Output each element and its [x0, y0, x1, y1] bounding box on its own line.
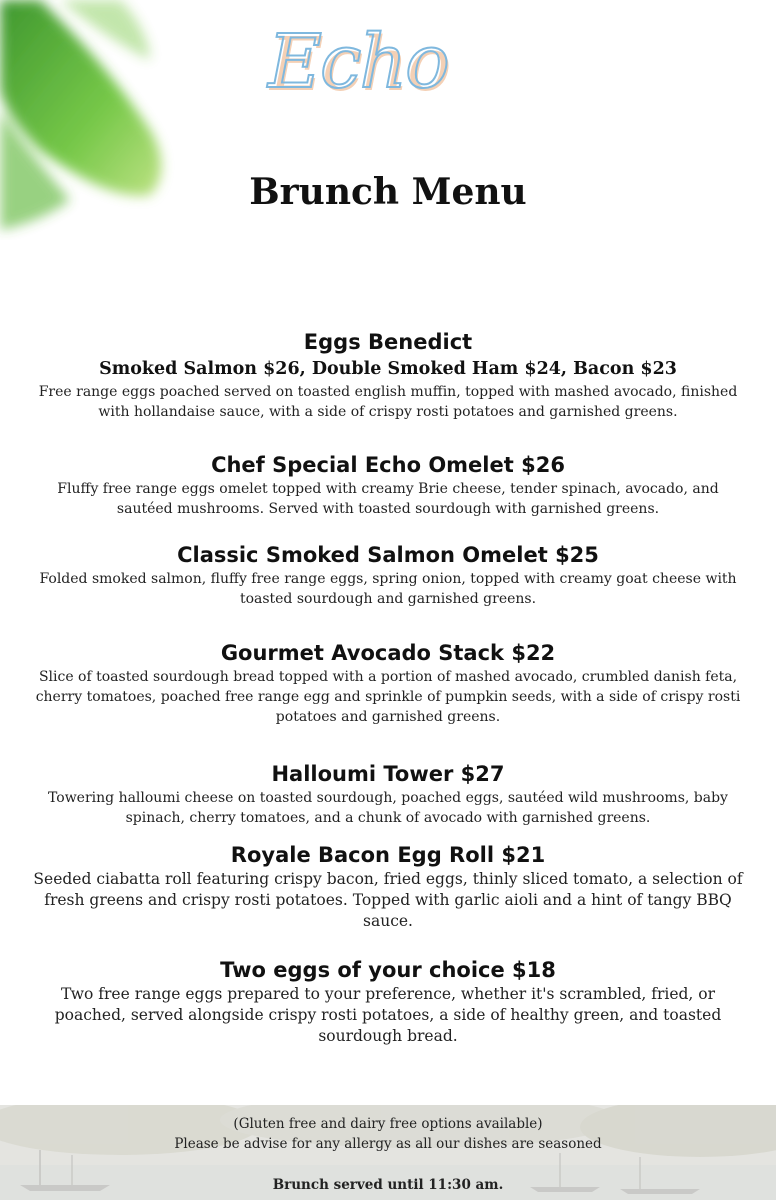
footer-banner	[0, 1105, 776, 1200]
menu-item-description: Two free range eggs prepared to your preference, whether it's scrambled, fried, or poached, served alongside crispy rosti potatoes, a side of healthy green, and toasted sourdough bread.	[54, 985, 722, 1045]
menu-item-description: Free range eggs poached served on toasted english muffin, topped with mashed avocado, finished with hollandaise sauce, with a side of crispy rosti potatoes and garnished greens.	[38, 384, 738, 420]
menu-item	[30, 451, 746, 519]
menu-title: Brunch Menu	[249, 171, 527, 213]
brunch-hours: Brunch served until 11:30 am.	[272, 1177, 504, 1193]
menu-item-description: Towering halloumi cheese on toasted sourdough, poached eggs, sautéed wild mushrooms, baby spinach, cherry tomatoes, and a chunk of avocado with garnished greens.	[48, 790, 728, 826]
menu-item	[30, 328, 746, 422]
menu-item-description: Seeded ciabatta roll featuring crispy bacon, fried eggs, thinly sliced tomato, a selection of fresh greens and crispy rosti potatoes. Topped with garlic aioli and a hint of tangy BBQ sauce.	[33, 870, 743, 930]
menu-item-description: Slice of toasted sourdough bread topped with a portion of mashed avocado, crumbled danish feta, cherry tomatoes, poached free range egg and sprinkle of pumpkin seeds, with a side of crispy rosti potatoes and garnished greens.	[35, 669, 741, 725]
menu-item-description: Fluffy free range eggs omelet topped with creamy Brie cheese, tender spinach, avocado, and sautéed mushrooms. Served with toasted sourdough with garnished greens.	[57, 481, 719, 517]
menu-item-name: Gourmet Avocado Stack $22	[220, 641, 556, 665]
menu-item-name: Classic Smoked Salmon Omelet $25	[177, 543, 599, 567]
menu-item	[30, 760, 746, 828]
menu-item	[30, 639, 746, 727]
logo-wordmark: Echo	[268, 19, 448, 105]
menu-item	[30, 956, 746, 1047]
menu-item-name: Two eggs of your choice $18	[220, 958, 556, 982]
menu-item-name: Halloumi Tower $27	[271, 762, 505, 786]
menu-item	[30, 841, 746, 932]
menu-item-prices: Smoked Salmon $26, Double Smoked Ham $24, Bacon $23	[99, 359, 677, 379]
dietary-note: (Gluten free and dairy free options available)	[233, 1116, 543, 1132]
menu-item-name: Chef Special Echo Omelet $26	[211, 453, 565, 477]
menu-item	[30, 541, 746, 609]
menu-item-name: Eggs Benedict	[303, 330, 473, 354]
menu-item-name: Royale Bacon Egg Roll $21	[230, 843, 546, 867]
allergy-note: Please be advise for any allergy as all our dishes are seasoned	[174, 1136, 602, 1152]
menu-item-description: Folded smoked salmon, fluffy free range eggs, spring onion, topped with creamy goat cheese with toasted sourdough and garnished greens.	[39, 571, 737, 607]
echo-logo	[268, 6, 448, 126]
